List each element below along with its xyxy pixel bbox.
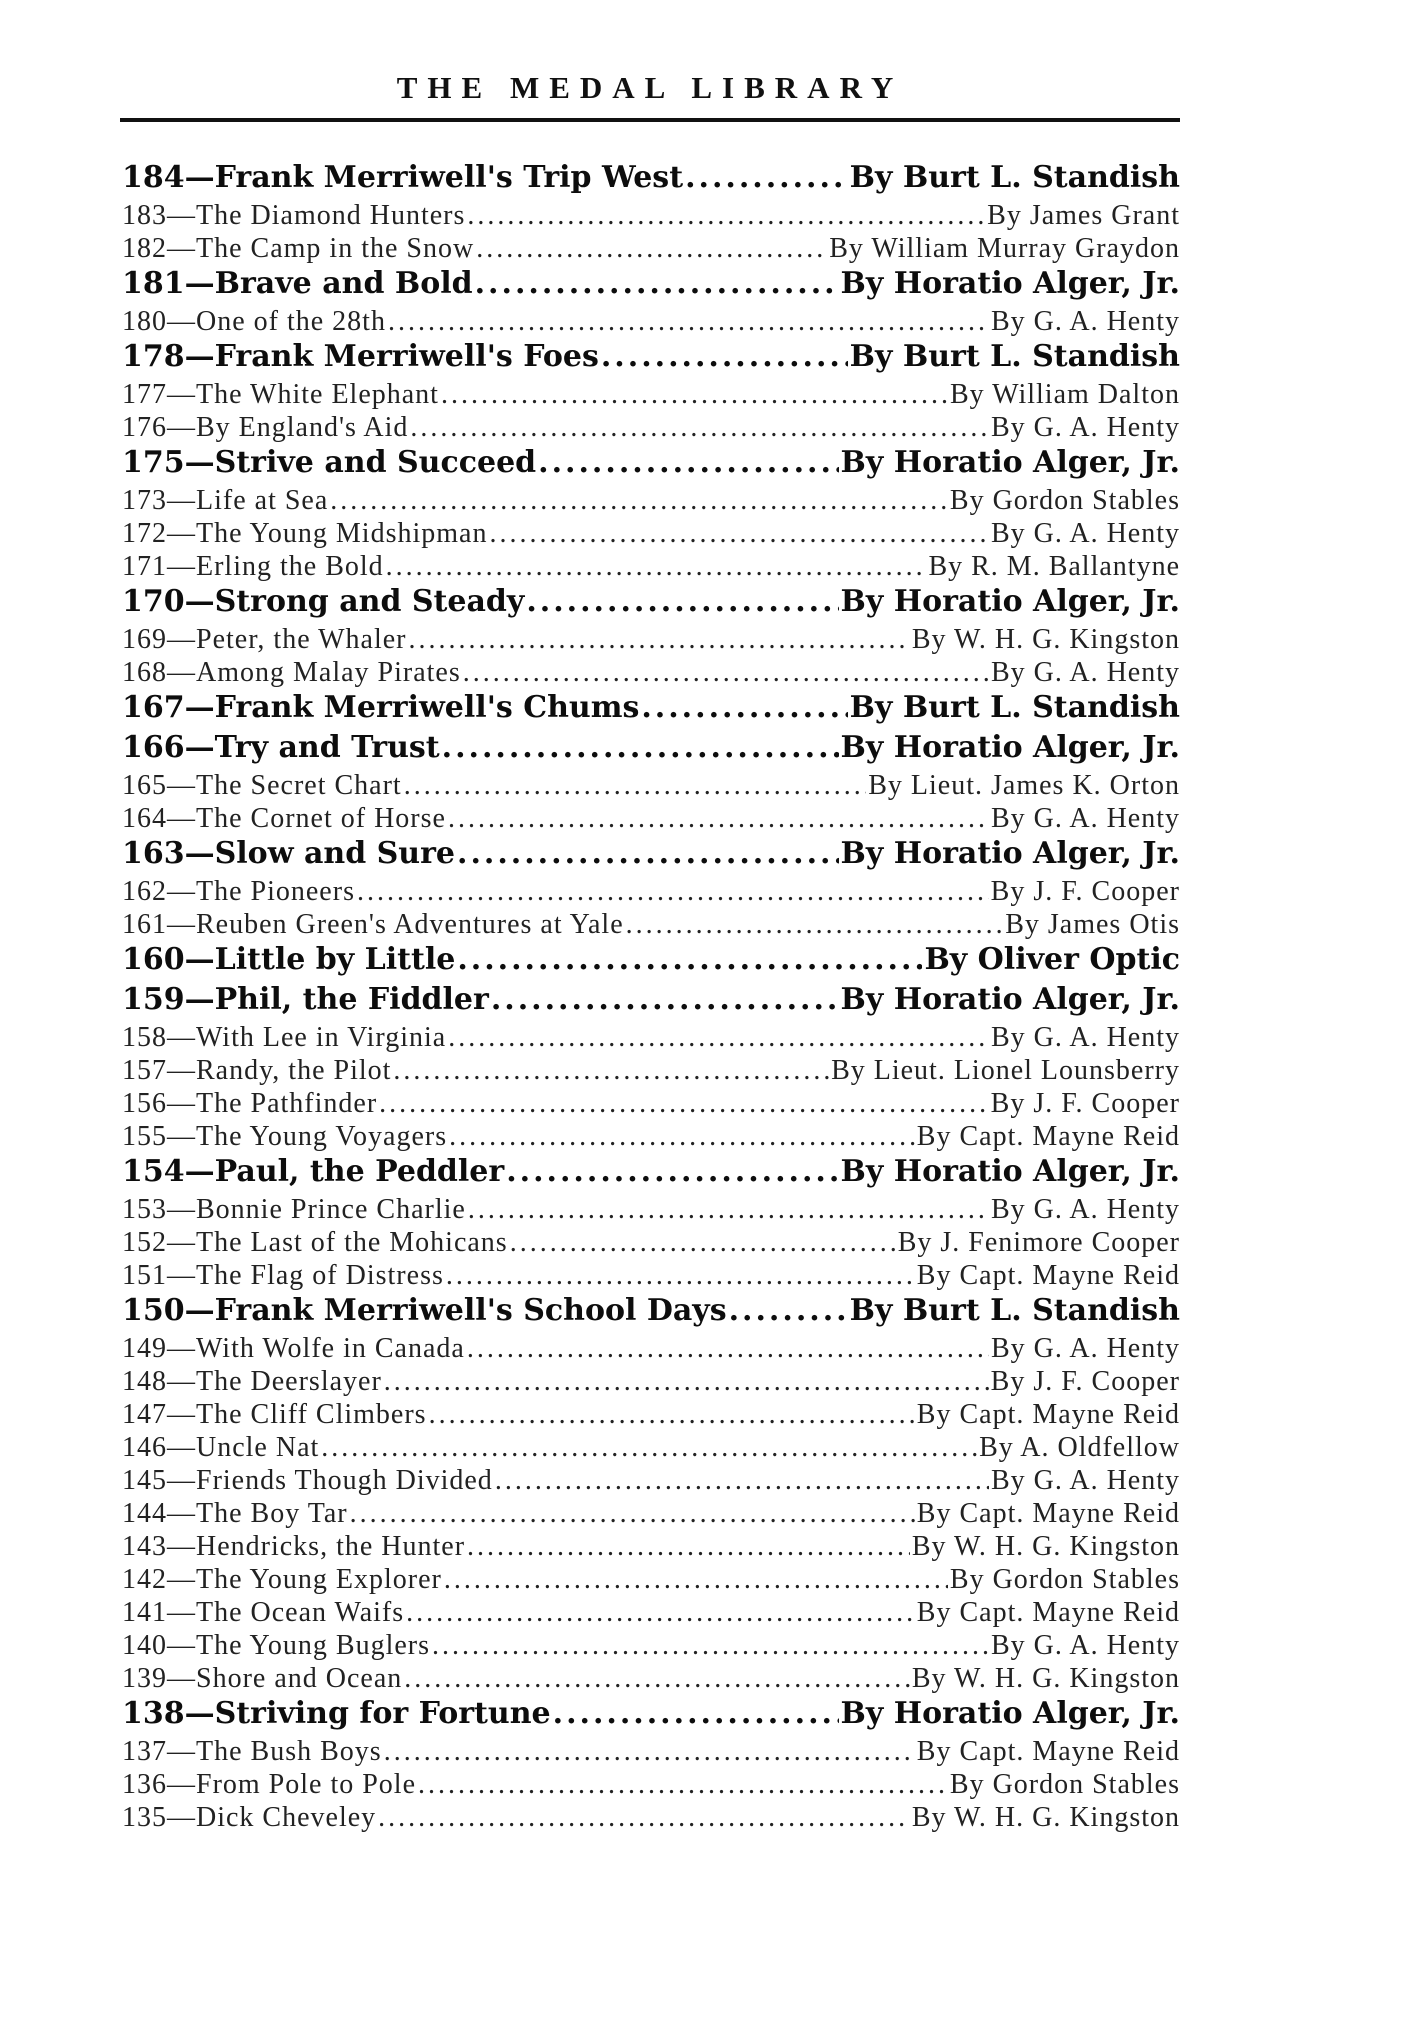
book-number: 166 [122,730,185,765]
list-item [122,445,1180,485]
dot-leader [495,1465,989,1497]
dot-leader [330,485,948,517]
book-number: 154 [122,1154,185,1189]
book-author: By William Murray Graydon [829,233,1180,264]
book-number: 139 [122,1663,167,1694]
book-title: Bonnie Prince Charlie [196,1194,466,1225]
list-item [122,1432,1180,1465]
book-number: 162 [122,876,167,907]
book-author: By Burt L. Standish [849,690,1180,725]
dot-leader [601,339,848,374]
book-author: By Lieut. Lionel Lounsberry [831,1055,1180,1086]
list-item [122,233,1180,266]
dot-leader [475,266,839,301]
book-author: By Burt L. Standish [849,339,1180,374]
book-title: The Deerslayer [196,1366,382,1397]
list-item [122,1498,1180,1531]
list-item [122,584,1180,624]
list-item [122,690,1180,730]
dash-separator: — [184,339,215,374]
dash-separator: — [167,1432,196,1463]
dash-separator: — [184,942,215,977]
dash-separator: — [167,1736,196,1767]
list-item [122,1630,1180,1663]
dot-leader [463,657,989,689]
dot-leader [442,730,839,765]
book-number: 169 [122,624,167,655]
book-author: By G. A. Henty [991,1630,1180,1661]
list-item [122,982,1180,1022]
book-title: The Secret Chart [196,770,402,801]
list-item [122,306,1180,339]
list-item [122,1696,1180,1736]
list-item [122,876,1180,909]
dot-leader [538,445,838,480]
book-title: Brave and Bold [214,266,473,301]
list-item [122,1736,1180,1769]
dash-separator: — [167,1465,196,1496]
dot-leader [409,624,910,656]
dot-leader [404,770,867,802]
list-item [122,1465,1180,1498]
book-author: By J. F. Cooper [990,1366,1180,1397]
dash-separator: — [167,412,196,443]
book-author: By G. A. Henty [991,1022,1180,1053]
dash-separator: — [184,584,215,619]
dash-separator: — [184,160,215,195]
dash-separator: — [184,1696,215,1731]
book-title: The White Elephant [196,379,439,410]
list-item [122,1769,1180,1802]
book-number: 136 [122,1769,167,1800]
dash-separator: — [184,445,215,480]
dot-leader [685,160,848,195]
book-number: 170 [122,584,185,619]
dot-leader [378,1802,910,1834]
book-author: By G. A. Henty [991,306,1180,337]
dash-separator: — [167,233,196,264]
book-number: 146 [122,1432,167,1463]
book-number: 142 [122,1564,167,1595]
list-item [122,1366,1180,1399]
dash-separator: — [184,730,215,765]
book-number: 149 [122,1333,167,1364]
book-number: 176 [122,412,167,443]
book-number: 171 [122,551,167,582]
dot-leader [553,1696,839,1731]
book-title: Peter, the Whaler [196,624,407,655]
dash-separator: — [167,657,196,688]
dash-separator: — [184,1293,215,1328]
dash-separator: — [167,379,196,410]
book-author: By W. H. G. Kingston [911,1802,1180,1833]
dash-separator: — [167,1121,196,1152]
book-number: 172 [122,518,167,549]
dot-leader [418,1769,948,1801]
book-author: By Horatio Alger, Jr. [840,584,1180,619]
book-number: 160 [122,942,185,977]
list-item [122,1088,1180,1121]
dot-leader [448,1022,989,1054]
list-item [122,1597,1180,1630]
book-title: With Wolfe in Canada [196,1333,465,1364]
dot-leader [448,803,989,835]
book-author: By A. Oldfellow [979,1432,1180,1463]
book-number: 164 [122,803,167,834]
dash-separator: — [167,518,196,549]
book-author: By J. F. Cooper [990,876,1180,907]
book-title: Dick Cheveley [196,1802,377,1833]
book-author: By Horatio Alger, Jr. [840,1696,1180,1731]
book-author: By Oliver Optic [924,942,1180,977]
book-number: 151 [122,1260,167,1291]
book-author: By Capt. Mayne Reid [916,1260,1180,1291]
book-number: 150 [122,1293,185,1328]
book-author: By G. A. Henty [991,412,1180,443]
dash-separator: — [167,1333,196,1364]
book-title: The Pioneers [196,876,355,907]
list-item [122,770,1180,803]
book-number: 181 [122,266,185,301]
dot-leader [393,1055,829,1087]
list-item [122,1260,1180,1293]
book-number: 184 [122,160,185,195]
dot-leader [489,518,989,550]
book-number: 163 [122,836,185,871]
list-item [122,379,1180,412]
dash-separator: — [167,624,196,655]
list-item [122,1154,1180,1194]
book-author: By Horatio Alger, Jr. [840,1154,1180,1189]
book-number: 153 [122,1194,167,1225]
book-title: Try and Trust [214,730,440,765]
book-title: Friends Though Divided [196,1465,493,1496]
book-number: 173 [122,485,167,516]
dash-separator: — [167,1802,196,1833]
book-number: 159 [122,982,185,1017]
book-author: By Lieut. James K. Orton [868,770,1180,801]
list-item [122,1293,1180,1333]
book-number: 167 [122,690,185,725]
dot-leader [441,379,948,411]
dash-separator: — [167,1663,196,1694]
book-title: Little by Little [214,942,456,977]
book-title: The Young Buglers [196,1630,431,1661]
book-author: By G. A. Henty [991,803,1180,834]
book-author: By W. H. G. Kingston [911,1531,1180,1562]
list-item [122,1055,1180,1088]
dot-leader [357,876,989,908]
book-title: Paul, the Peddler [214,1154,505,1189]
list-item [122,624,1180,657]
book-title: Uncle Nat [196,1432,320,1463]
dash-separator: — [167,1399,196,1430]
list-item [122,1194,1180,1227]
book-number: 137 [122,1736,167,1767]
dash-separator: — [167,306,196,337]
dot-leader [457,942,922,977]
book-title: Life at Sea [196,485,329,516]
book-number: 165 [122,770,167,801]
dash-separator: — [167,1022,196,1053]
book-title: Striving for Fortune [214,1696,551,1731]
book-author: By Horatio Alger, Jr. [840,266,1180,301]
book-title: Frank Merriwell's Trip West [214,160,684,195]
book-list [122,160,1180,1835]
book-author: By G. A. Henty [991,1333,1180,1364]
book-number: 138 [122,1696,185,1731]
book-author: By Capt. Mayne Reid [916,1121,1180,1152]
book-title: Frank Merriwell's Chums [214,690,640,725]
list-item [122,803,1180,836]
book-title: The Camp in the Snow [196,233,475,264]
book-number: 135 [122,1802,167,1833]
book-author: By R. M. Ballantyne [928,551,1180,582]
book-title: Slow and Sure [214,836,456,871]
book-title: From Pole to Pole [196,1769,417,1800]
book-number: 178 [122,339,185,374]
dot-leader [410,412,989,444]
dot-leader [641,690,847,725]
book-title: Shore and Ocean [196,1663,403,1694]
dash-separator: — [184,1154,215,1189]
dash-separator: — [167,1498,196,1529]
book-author: By Capt. Mayne Reid [916,1498,1180,1529]
dot-leader [350,1498,915,1530]
list-item [122,836,1180,876]
list-item [122,1333,1180,1366]
dot-leader [386,551,927,583]
dot-leader [510,1227,896,1259]
book-number: 140 [122,1630,167,1661]
book-author: By W. H. G. Kingston [911,624,1180,655]
list-item [122,1022,1180,1055]
book-author: By Horatio Alger, Jr. [840,445,1180,480]
dot-leader [467,1333,989,1365]
book-title: The Cliff Climbers [196,1399,427,1430]
dot-leader [321,1432,977,1464]
list-item [122,266,1180,306]
book-title: The Ocean Waifs [196,1597,405,1628]
book-author: By Gordon Stables [949,1564,1180,1595]
book-title: One of the 28th [196,306,386,337]
book-author: By James Grant [987,200,1180,231]
book-title: The Flag of Distress [196,1260,444,1291]
dot-leader [406,1597,915,1629]
book-number: 156 [122,1088,167,1119]
list-item [122,200,1180,233]
book-title: Strong and Steady [214,584,525,619]
dot-leader [404,1663,910,1695]
dot-leader [379,1088,988,1120]
book-author: By G. A. Henty [991,657,1180,688]
book-number: 182 [122,233,167,264]
book-author: By J. F. Cooper [990,1088,1180,1119]
list-item [122,485,1180,518]
book-title: Frank Merriwell's School Days [214,1293,727,1328]
book-number: 143 [122,1531,167,1562]
dot-leader [446,1260,915,1292]
book-title: Frank Merriwell's Foes [214,339,599,374]
dot-leader [476,233,827,265]
dot-leader [429,1399,915,1431]
book-title: The Bush Boys [196,1736,382,1767]
book-title: Erling the Bold [196,551,384,582]
book-title: Phil, the Fiddler [214,982,489,1017]
dot-leader [526,584,838,619]
book-title: Randy, the Pilot [196,1055,392,1086]
dot-leader [491,982,839,1017]
book-title: The Cornet of Horse [196,803,446,834]
dot-leader [626,909,1004,941]
book-title: The Young Explorer [196,1564,442,1595]
dash-separator: — [167,485,196,516]
dash-separator: — [167,1194,196,1225]
book-author: By G. A. Henty [991,518,1180,549]
book-number: 152 [122,1227,167,1258]
book-author: By G. A. Henty [991,1465,1180,1496]
book-author: By William Dalton [949,379,1180,410]
book-author: By J. Fenimore Cooper [897,1227,1180,1258]
dash-separator: — [167,1597,196,1628]
dash-separator: — [167,1260,196,1291]
book-number: 145 [122,1465,167,1496]
dash-separator: — [167,1055,196,1086]
dot-leader [468,1194,989,1226]
book-title: Reuben Green's Adventures at Yale [196,909,624,940]
list-item [122,1399,1180,1432]
list-item [122,1802,1180,1835]
book-author: By Capt. Mayne Reid [916,1597,1180,1628]
book-author: By Burt L. Standish [849,1293,1180,1328]
list-item [122,518,1180,551]
book-author: By Capt. Mayne Reid [916,1399,1180,1430]
page-title: THE MEDAL LIBRARY [396,70,904,105]
dash-separator: — [184,266,215,301]
book-number: 183 [122,200,167,231]
book-title: The Pathfinder [196,1088,378,1119]
book-number: 155 [122,1121,167,1152]
list-item [122,1663,1180,1696]
book-author: By Burt L. Standish [849,160,1180,195]
dash-separator: — [167,1088,196,1119]
book-number: 175 [122,445,185,480]
list-item [122,160,1180,200]
book-number: 157 [122,1055,167,1086]
dash-separator: — [167,200,196,231]
book-title: The Young Midshipman [196,518,488,549]
dot-leader [432,1630,989,1662]
book-title: The Young Voyagers [196,1121,448,1152]
dot-leader [449,1121,915,1153]
dash-separator: — [167,1630,196,1661]
dot-leader [467,200,985,232]
dash-separator: — [167,803,196,834]
book-author: By W. H. G. Kingston [911,1663,1180,1694]
book-title: The Last of the Mohicans [196,1227,508,1258]
book-author: By Gordon Stables [949,485,1180,516]
list-item [122,1227,1180,1260]
book-title: With Lee in Virginia [196,1022,447,1053]
book-author: By Horatio Alger, Jr. [840,836,1180,871]
dot-leader [384,1366,989,1398]
book-author: By Horatio Alger, Jr. [840,730,1180,765]
book-title: Among Malay Pirates [196,657,461,688]
dash-separator: — [167,909,196,940]
dash-separator: — [167,1366,196,1397]
list-item [122,730,1180,770]
book-author: By G. A. Henty [991,1194,1180,1225]
book-title: By England's Aid [196,412,409,443]
book-title: The Diamond Hunters [196,200,466,231]
list-item [122,1121,1180,1154]
book-title: Hendricks, the Hunter [196,1531,466,1562]
dash-separator: — [167,1531,196,1562]
dash-separator: — [167,1227,196,1258]
list-item [122,412,1180,445]
list-item [122,1564,1180,1597]
list-item [122,339,1180,379]
dash-separator: — [167,551,196,582]
dot-leader [467,1531,910,1563]
book-author: By James Otis [1005,909,1180,940]
dash-separator: — [167,1564,196,1595]
list-item [122,657,1180,690]
dot-leader [388,306,989,338]
book-number: 180 [122,306,167,337]
book-author: By Horatio Alger, Jr. [840,982,1180,1017]
book-number: 141 [122,1597,167,1628]
book-number: 148 [122,1366,167,1397]
list-item [122,909,1180,942]
dash-separator: — [167,1769,196,1800]
book-number: 147 [122,1399,167,1430]
dot-leader [457,836,839,871]
dot-leader [729,1293,848,1328]
book-title: Strive and Succeed [214,445,537,480]
dot-leader [506,1154,838,1189]
dot-leader [444,1564,948,1596]
dash-separator: — [167,876,196,907]
book-number: 177 [122,379,167,410]
list-item [122,1531,1180,1564]
header-rule [120,118,1180,122]
book-number: 144 [122,1498,167,1529]
book-author: By Gordon Stables [949,1769,1180,1800]
dash-separator: — [184,690,215,725]
dot-leader [384,1736,915,1768]
list-item [122,551,1180,584]
book-number: 158 [122,1022,167,1053]
book-title: The Boy Tar [196,1498,348,1529]
book-number: 161 [122,909,167,940]
dash-separator: — [184,982,215,1017]
list-item [122,942,1180,982]
dash-separator: — [167,770,196,801]
book-number: 168 [122,657,167,688]
book-author: By Capt. Mayne Reid [916,1736,1180,1767]
dash-separator: — [184,836,215,871]
